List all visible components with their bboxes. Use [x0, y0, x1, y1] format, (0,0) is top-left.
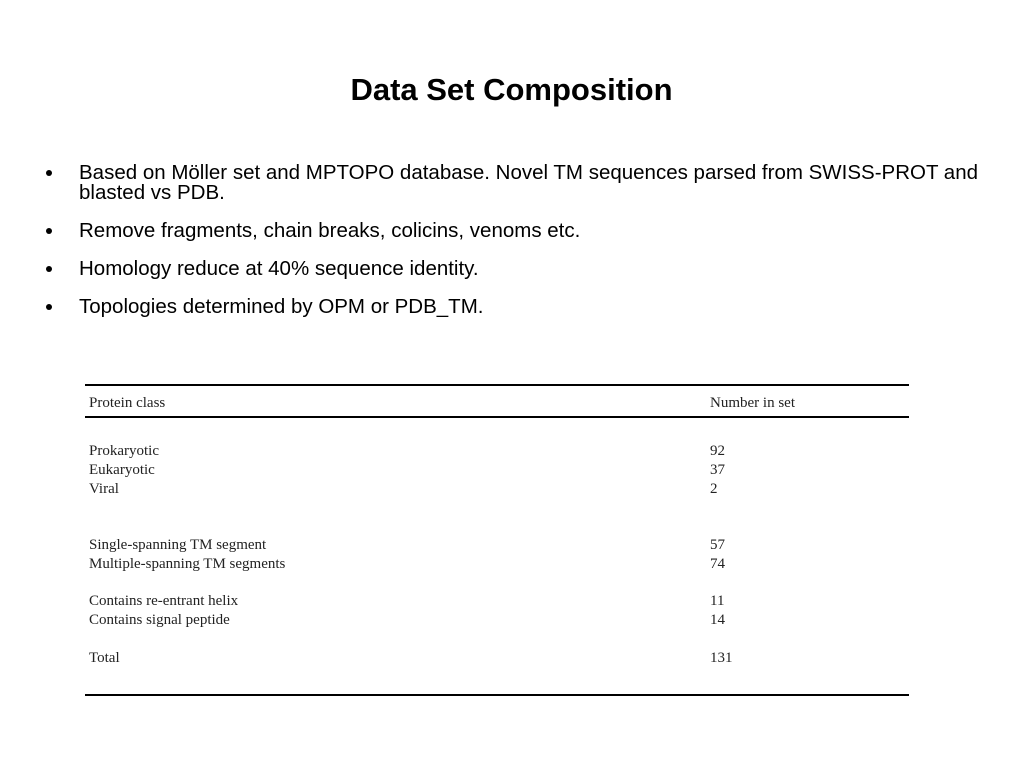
row-value: 131 — [710, 650, 733, 666]
data-set-table — [85, 384, 909, 696]
bullet-text: Remove fragments, chain breaks, colicins, venoms etc. — [79, 219, 581, 242]
row-label: Prokaryotic — [89, 443, 159, 459]
bullet-dot-icon — [46, 170, 52, 176]
row-label: Contains signal peptide — [89, 612, 230, 628]
bullet-item — [44, 163, 999, 203]
bullet-text: Topologies determined by OPM or PDB_TM. — [79, 295, 484, 318]
row-label: Viral — [89, 481, 119, 497]
row-label: Single-spanning TM segment — [89, 537, 267, 553]
row-value: 2 — [710, 481, 718, 497]
header-number-in-set: Number in set — [710, 395, 795, 411]
row-value: 11 — [710, 593, 725, 609]
row-label: Total — [89, 650, 120, 666]
bullet-dot-icon — [46, 228, 52, 234]
bullet-dot-icon — [46, 304, 52, 310]
row-label: Contains re-entrant helix — [89, 593, 239, 609]
row-value: 14 — [710, 612, 725, 628]
row-value: 92 — [710, 443, 725, 459]
row-label: Eukaryotic — [89, 462, 155, 478]
table-header — [85, 386, 909, 418]
bullet-item — [44, 221, 999, 241]
row-value: 37 — [710, 462, 725, 478]
header-protein-class: Protein class — [89, 395, 166, 411]
bullet-dot-icon — [46, 266, 52, 272]
bullet-item — [44, 297, 999, 317]
bullet-text: Homology reduce at 40% sequence identity. — [79, 257, 479, 280]
row-label: Multiple-spanning TM segments — [89, 556, 286, 572]
bullet-text: Based on Möller set and MPTOPO database. Novel TM sequences parsed from SWISS-PROT and blasted vs PDB. — [79, 161, 978, 204]
slide-title: Data Set Composition — [350, 72, 673, 107]
bullet-item — [44, 259, 999, 279]
row-value: 57 — [710, 537, 725, 553]
bullet-list — [44, 163, 999, 335]
row-value: 74 — [710, 556, 725, 572]
